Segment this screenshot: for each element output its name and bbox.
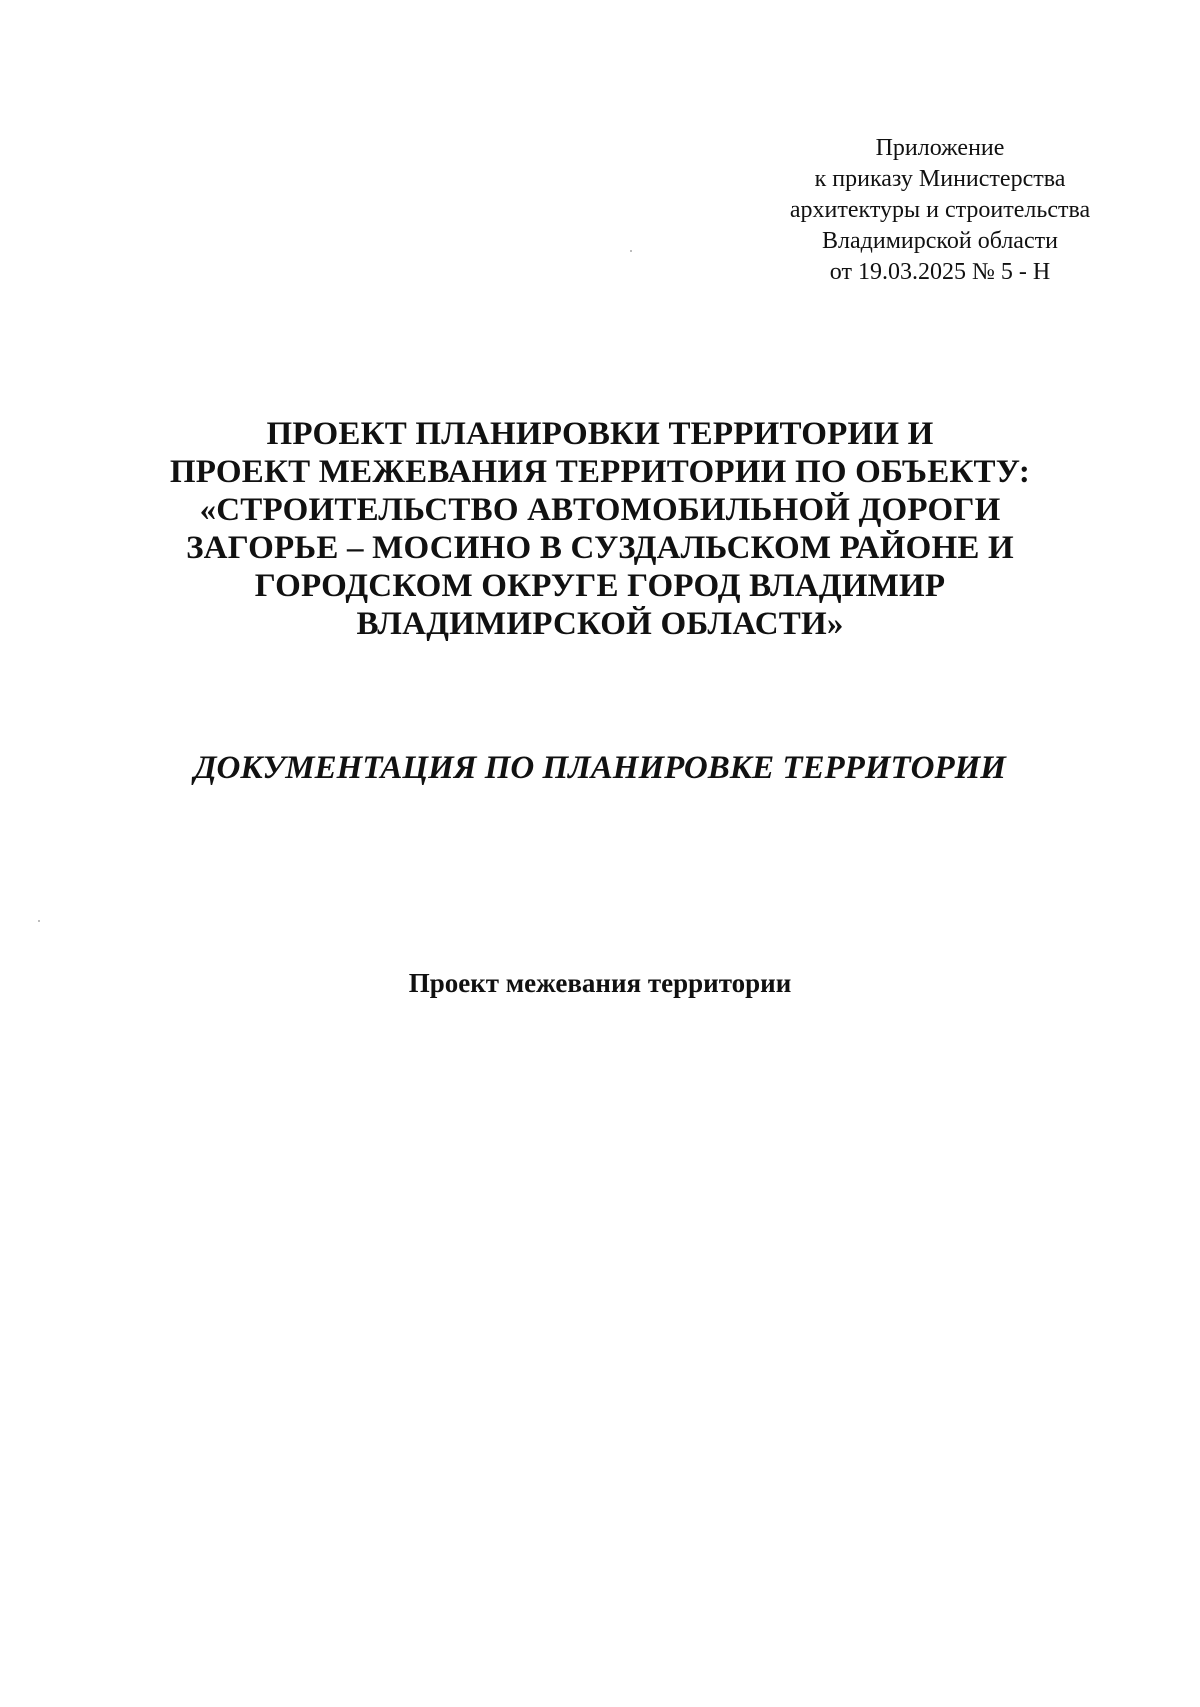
section-heading: Проект межевания территории: [408, 968, 792, 998]
title-line: «СТРОИТЕЛЬСТВО АВТОМОБИЛЬНОЙ ДОРОГИ: [199, 492, 1001, 528]
appendix-line: к приказу Министерства: [814, 166, 1066, 192]
appendix-line: Приложение: [875, 135, 1005, 161]
scan-speck: [630, 250, 632, 252]
title-line: ПРОЕКТ МЕЖЕВАНИЯ ТЕРРИТОРИИ ПО ОБЪЕКТУ:: [169, 454, 1031, 490]
title-line: ЗАГОРЬЕ – МОСИНО В СУЗДАЛЬСКОМ РАЙОНЕ И: [186, 530, 1014, 566]
appendix-line: архитектуры и строительства: [789, 197, 1091, 223]
title-line: ПРОЕКТ ПЛАНИРОВКИ ТЕРРИТОРИИ И: [266, 416, 934, 452]
appendix-line: от 19.03.2025 № 5 - Н: [829, 259, 1051, 285]
scan-speck: [38, 920, 40, 922]
title-line: ГОРОДСКОМ ОКРУГЕ ГОРОД ВЛАДИМИР: [254, 568, 946, 604]
document-title: [120, 415, 1080, 643]
appendix-line: Владимирской области: [822, 228, 1058, 254]
document-subtitle: ДОКУМЕНТАЦИЯ ПО ПЛАНИРОВКЕ ТЕРРИТОРИИ: [194, 750, 1006, 786]
title-line: ВЛАДИМИРСКОЙ ОБЛАСТИ»: [356, 606, 844, 642]
appendix-block: [740, 133, 1140, 288]
